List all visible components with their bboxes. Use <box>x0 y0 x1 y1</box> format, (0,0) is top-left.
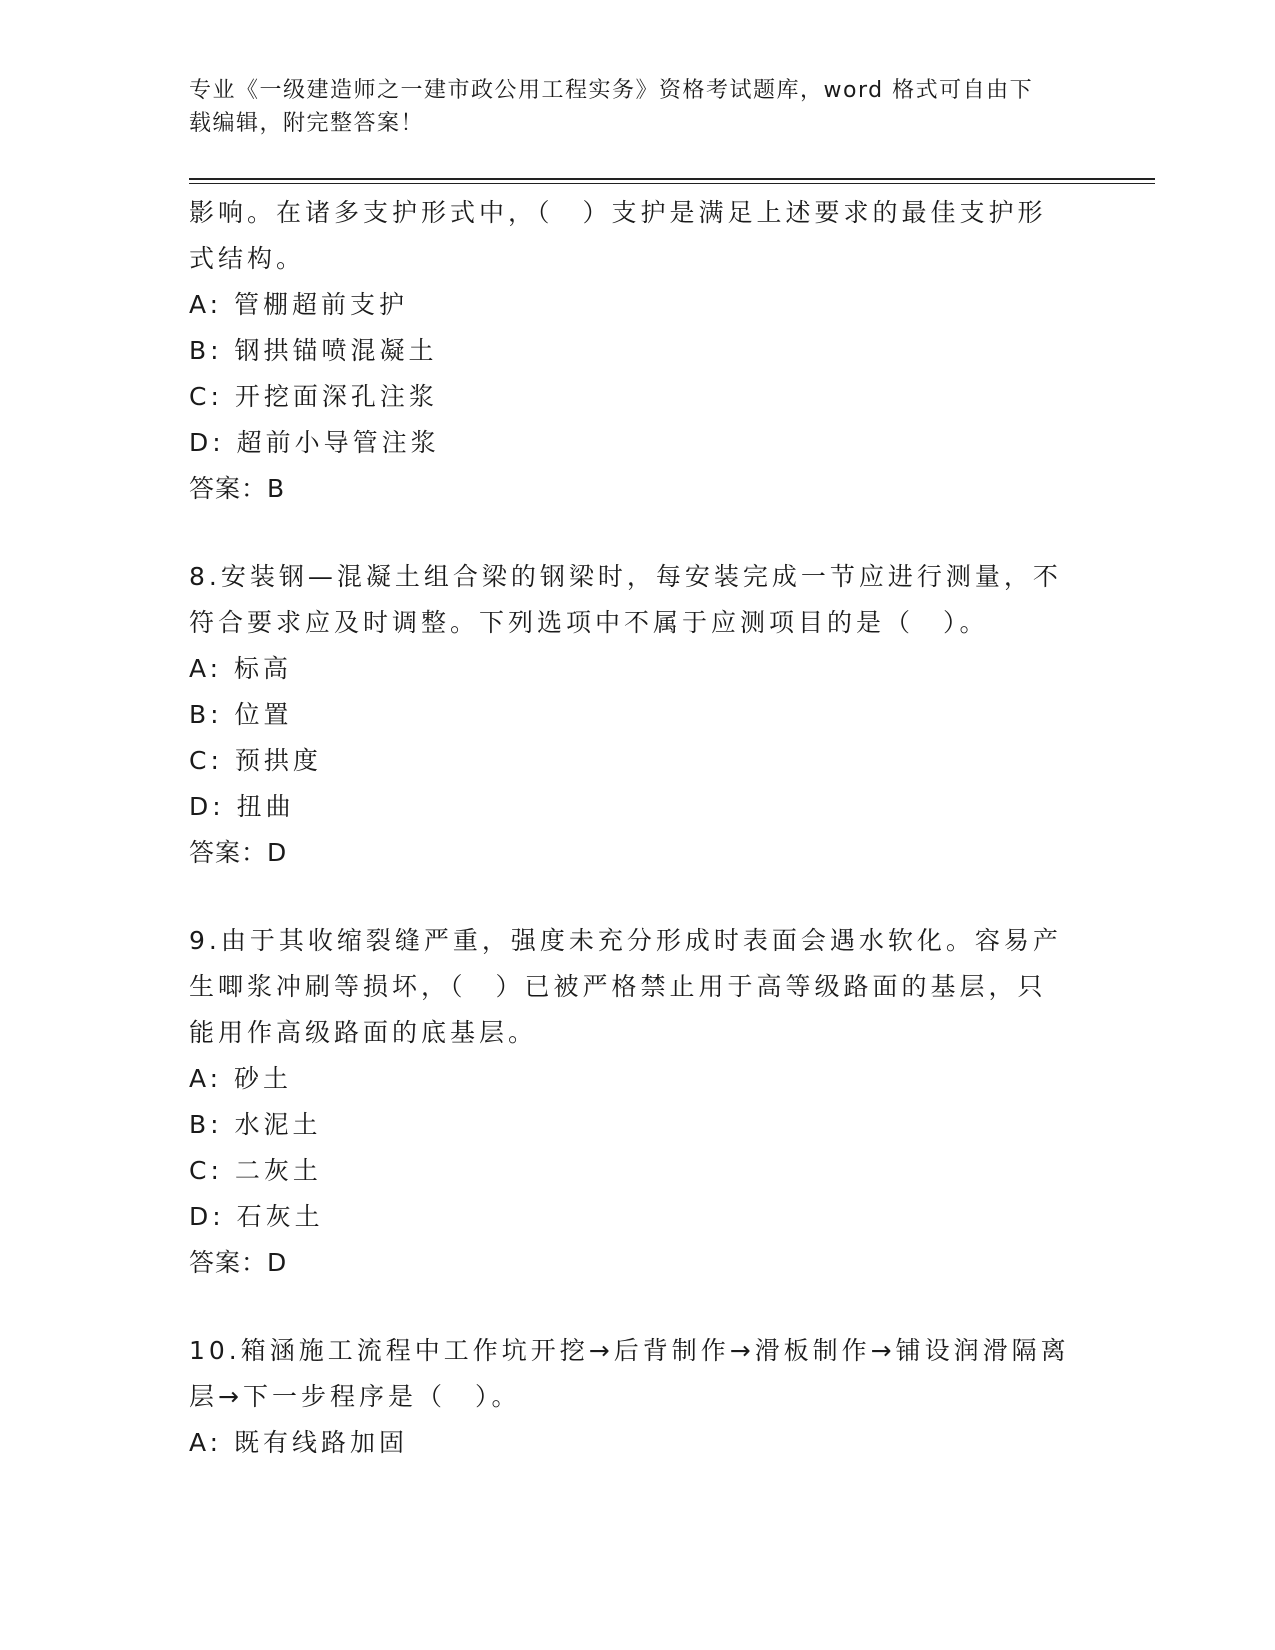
option-a: A: 标高 <box>189 654 293 683</box>
question-8 <box>189 554 1079 876</box>
option-c: C: 开挖面深孔注浆 <box>189 382 438 411</box>
question-stem: 影响。在诸多支护形式中，（ ）支护是满足上述要求的最佳支护形 <box>189 198 1047 227</box>
question-9 <box>189 918 1079 1286</box>
header-divider-thick <box>189 178 1155 180</box>
option-d: D: 扭曲 <box>189 792 295 821</box>
question-stem: 符合要求应及时调整。下列选项中不属于应测项目的是（ ）。 <box>189 608 989 637</box>
question-stem: 生唧浆冲刷等损坏，（ ）已被严格禁止用于高等级路面的基层，只 <box>189 972 1047 1001</box>
header-line-2: 载编辑，附完整答案！ <box>189 111 425 136</box>
option-a: A: 管棚超前支护 <box>189 290 409 319</box>
option-b: B: 位置 <box>189 700 293 729</box>
header-line-1: 专业《一级建造师之一建市政公用工程实务》资格考试题库，word 格式可自由下 <box>189 78 1034 103</box>
option-d: D: 超前小导管注浆 <box>189 428 440 457</box>
question-stem: 8.安装钢—混凝土组合梁的钢梁时，每安装完成一节应进行测量，不 <box>189 562 1062 591</box>
option-b: B: 水泥土 <box>189 1110 322 1139</box>
option-b: B: 钢拱锚喷混凝土 <box>189 336 438 365</box>
question-stem: 式结构。 <box>189 244 306 273</box>
question-stem: 10.箱涵施工流程中工作坑开挖→后背制作→滑板制作→铺设润滑隔离 <box>189 1336 1070 1365</box>
page-header <box>189 74 1069 140</box>
option-a: A: 砂土 <box>189 1064 293 1093</box>
question-7 <box>189 190 1079 512</box>
option-c: C: 二灰土 <box>189 1156 322 1185</box>
question-stem: 能用作高级路面的底基层。 <box>189 1018 538 1047</box>
answer: 答案：B <box>189 474 286 503</box>
option-a: A: 既有线路加固 <box>189 1428 409 1457</box>
question-list <box>189 190 1079 1466</box>
question-10 <box>189 1328 1079 1466</box>
answer: 答案：D <box>189 838 288 867</box>
option-c: C: 预拱度 <box>189 746 322 775</box>
option-d: D: 石灰土 <box>189 1202 324 1231</box>
header-divider-thin <box>189 183 1155 184</box>
question-stem: 9.由于其收缩裂缝严重，强度未充分形成时表面会遇水软化。容易产 <box>189 926 1062 955</box>
question-stem: 层→下一步程序是（ ）。 <box>189 1382 521 1411</box>
answer: 答案：D <box>189 1248 288 1277</box>
